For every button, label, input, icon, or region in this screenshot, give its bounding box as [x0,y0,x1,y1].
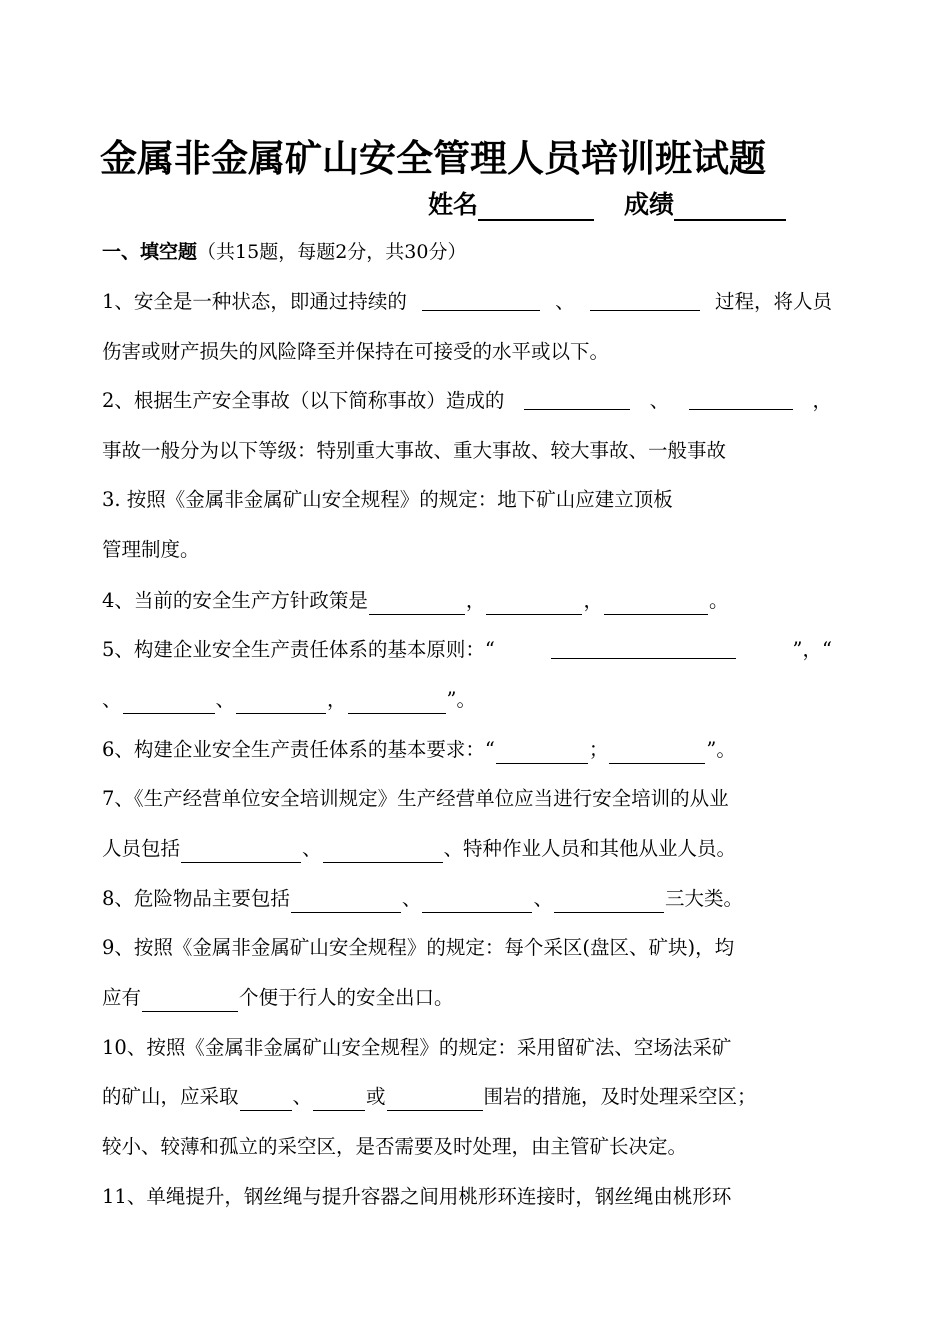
question-1-line-1 [102,288,832,316]
q5-blank-1[interactable] [551,636,736,659]
question-5-line-1 [102,636,832,664]
q5-blank-2[interactable] [123,691,215,714]
question-9-line-2 [102,984,454,1012]
q10-blank-2[interactable] [313,1088,365,1111]
q6-blank-2[interactable] [609,741,705,764]
q2-text-c: ， [812,389,832,412]
q7-text-b: 人员包括 [102,837,181,860]
question-1-line-2: 伤害或财产损失的风险降至并保持在可接受的水平或以下。 [102,340,610,363]
q9-text-c: 个便于行人的安全出口。 [239,986,454,1009]
q7-text-c: 、 [302,837,322,860]
section-note: （共15题，每题2分，共30分） [197,241,467,263]
question-10-line-1: 10、按照《金属非金属矿山安全规程》的规定：采用留矿法、空场法采矿 [102,1036,732,1059]
score-field[interactable] [674,193,786,221]
section-heading [102,237,466,264]
question-3-line-2: 管理制度。 [102,538,200,561]
section-title: 一、填空题 [102,241,198,263]
name-score-row [428,185,786,221]
q7-blank-2[interactable] [323,840,443,863]
q5-text-e: ， [327,688,347,711]
q10-text-d: 或 [366,1085,386,1108]
q6-text-c: ”。 [706,738,736,761]
name-label: 姓名 [428,190,479,219]
q8-text-a: 8、危险物品主要包括 [102,887,290,910]
q7-text-d: 、特种作业人员和其他从业人员。 [443,837,737,860]
q1-text-c: 过程，将人员 [714,290,832,313]
q4-text-d: 。 [708,589,729,612]
exam-title: 金属非金属矿山安全管理人员培训班试题 [100,137,766,180]
question-11-line-1: 11、单绳提升，钢丝绳与提升容器之间用桃形环连接时，钢丝绳由桃形环 [102,1185,732,1208]
q8-text-d: 三大类。 [664,887,743,910]
q6-blank-1[interactable] [496,741,588,764]
q2-blank-1[interactable] [524,387,630,410]
q8-text-b: 、 [401,887,422,910]
q4-text-c: ， [583,589,603,612]
question-5-line-2 [102,686,476,714]
q1-text-b: 、 [555,290,575,313]
q2-text-b: 、 [649,389,670,412]
q4-blank-1[interactable] [369,592,465,615]
q1-text-a: 1、安全是一种状态，即通过持续的 [102,290,407,313]
q10-blank-1[interactable] [240,1088,292,1111]
score-label: 成绩 [624,190,675,219]
question-9-line-1: 9、按照《金属非金属矿山安全规程》的规定：每个采区(盘区、矿块)，均 [102,936,735,959]
q8-blank-3[interactable] [554,890,664,913]
q4-blank-2[interactable] [486,592,582,615]
q6-text-a: 6、构建企业安全生产责任体系的基本要求：“ [102,738,495,761]
q7-blank-1[interactable] [181,840,301,863]
q10-text-b: 的矿山，应采取 [102,1085,239,1108]
question-2-line-1 [102,387,832,415]
q2-text-a: 2、根据生产安全事故（以下简称事故）造成的 [102,389,505,412]
question-10-line-3: 较小、较薄和孤立的采空区，是否需要及时处理，由主管矿长决定。 [102,1135,688,1158]
q10-blank-3[interactable] [387,1088,483,1111]
question-7-line-2 [102,835,736,863]
question-4 [102,587,728,615]
q4-text-a: 4、当前的安全生产方针政策是 [102,589,368,612]
q5-blank-3[interactable] [236,691,326,714]
question-2-line-2: 事故一般分为以下等级：特别重大事故、重大事故、较大事故、一般事故 [102,439,727,462]
question-7-line-1: 7、《生产经营单位安全培训规定》生产经营单位应当进行安全培训的从业 [102,787,729,810]
q6-text-b: ； [588,738,609,761]
q1-blank-2[interactable] [590,288,700,311]
q4-text-b: ， [465,589,486,612]
q8-blank-1[interactable] [291,890,401,913]
q1-blank-1[interactable] [422,288,540,311]
question-6 [102,736,736,764]
q5-text-a: 5、构建企业安全生产责任体系的基本原则：“ [102,638,495,661]
q10-text-e: 围岩的措施，及时处理采空区； [483,1085,757,1108]
question-10-line-2 [102,1083,757,1111]
q8-blank-2[interactable] [422,890,532,913]
q4-blank-3[interactable] [604,592,708,615]
q10-text-c: 、 [292,1085,313,1108]
q5-text-f: ”。 [446,688,477,711]
q8-text-c: 、 [533,887,553,910]
q9-blank-1[interactable] [142,989,238,1012]
q5-text-d: 、 [215,688,236,711]
q5-blank-4[interactable] [348,691,446,714]
question-8 [102,885,743,913]
q2-blank-2[interactable] [689,387,793,410]
name-field[interactable] [478,193,594,221]
q5-text-c: 、 [102,688,122,711]
q5-text-b: ”，“ [792,638,832,661]
q9-text-b: 应有 [102,986,142,1009]
question-3-line-1: 3. 按照《金属非金属矿山安全规程》的规定：地下矿山应建立顶板 [102,488,673,511]
